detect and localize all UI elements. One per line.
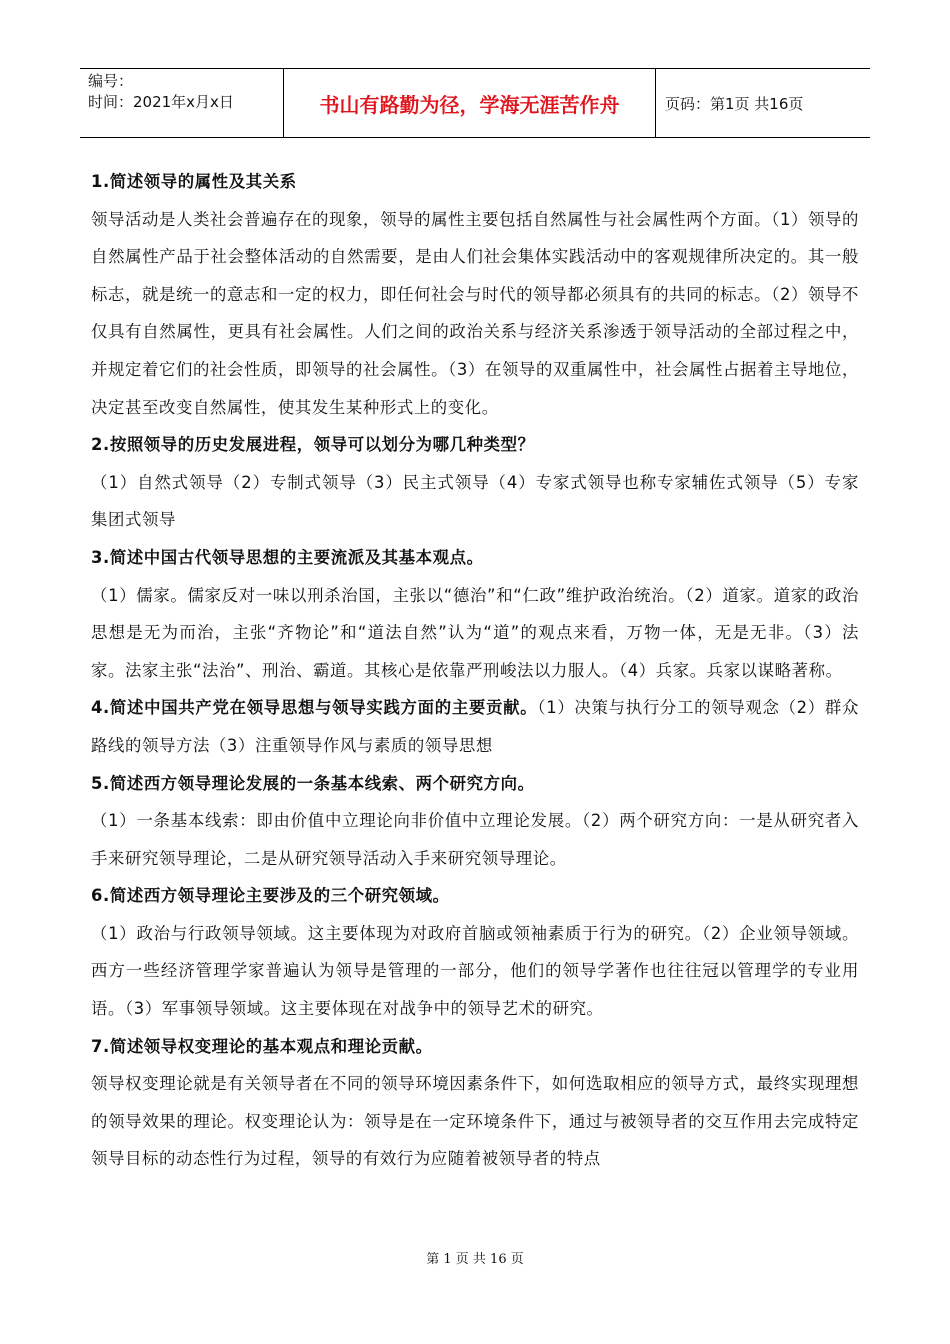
question-6: 6.简述西方领导理论主要涉及的三个研究领域。: [91, 886, 450, 906]
header-meta: [80, 69, 284, 137]
header-page-label: 页码：第1页 共16页: [665, 94, 804, 113]
date-label: 时间：2021年x月x日: [88, 93, 234, 111]
page-footer: 第 1 页 共 16 页: [426, 1252, 524, 1267]
answer-4: （1）决策与执行分工的领导观念（2）群众路线的领导方法（3）注重领导作风与素质的领导思想: [91, 698, 859, 755]
answer-3: （1）儒家。儒家反对一味以刑杀治国，主张以“德治”和“仁政”维护政治统治。（2）道家。道家的政治思想是无为而治，主张“齐物论”和“道法自然”认为“道”的观点来看，万物一体，无是无非。（3）法家。法家主张“法治”、刑治、霸道。其核心是依靠严刑峻法以力服人。（4）兵家。兵家以谋略著称。: [91, 585, 859, 680]
header-motto: 书山有路勤为径，学海无涯苦作舟: [284, 69, 656, 137]
question-3: 3.简述中国古代领导思想的主要流派及其基本观点。: [91, 547, 484, 567]
answer-5: （1）一条基本线索：即由价值中立理论向非价值中立理论发展。（2）两个研究方向：一是从研究者入手来研究领导理论，二是从研究领导活动入手来研究领导理论。: [91, 811, 859, 868]
answer-1: 领导活动是人类社会普遍存在的现象，领导的属性主要包括自然属性与社会属性两个方面。（1）领导的自然属性产品于社会整体活动的自然需要，是由人们社会集体实践活动中的客观规律所决定的。其一般标志，就是统一的意志和一定的权力，即任何社会与时代的领导都必须具有的共同的标志。（2）领导不仅具有自然属性，更具有社会属性。人们之间的政治关系与经济关系渗透于领导活动的全部过程之中，并规定着它们的社会性质，即领导的社会属性。（3）在领导的双重属性中，社会属性占据着主导地位，决定甚至改变自然属性，使其发生某种形式上的变化。: [91, 209, 859, 417]
number-label: 编号：: [88, 72, 134, 90]
answer-6: （1）政治与行政领导领域。这主要体现为对政府首脑或领袖素质于行为的研究。（2）企业领导领域。西方一些经济管理学家普遍认为领导是管理的一部分，他们的领导学著作也往往冠以管理学的专业用语。（3）军事领导领域。这主要体现在对战争中的领导艺术的研究。: [91, 923, 859, 1019]
question-7: 7.简述领导权变理论的基本观点和理论贡献。: [91, 1036, 433, 1056]
question-2: 2.按照领导的历史发展进程，领导可以划分为哪几种类型？: [91, 435, 535, 455]
question-1: 1.简述领导的属性及其关系: [91, 172, 297, 191]
page-header: [80, 68, 870, 138]
document-body: [91, 163, 859, 1178]
question-5: 5.简述西方领导理论发展的一条基本线索、两个研究方向。: [91, 773, 535, 793]
answer-7: 领导权变理论就是有关领导者在不同的领导环境因素条件下，如何选取相应的领导方式，最终实现理想的领导效果的理论。权变理论认为：领导是在一定环境条件下，通过与被领导者的交互作用去完成特定领导目标的动态性行为过程，领导的有效行为应随着被领导者的特点: [91, 1074, 859, 1169]
answer-2: （1）自然式领导（2）专制式领导（3）民主式领导（4）专家式领导也称专家辅佐式领导（5）专家集团式领导: [91, 472, 859, 530]
question-4: 4.简述中国共产党在领导思想与领导实践方面的主要贡献。: [91, 698, 538, 718]
paragraph-4: [91, 689, 859, 764]
